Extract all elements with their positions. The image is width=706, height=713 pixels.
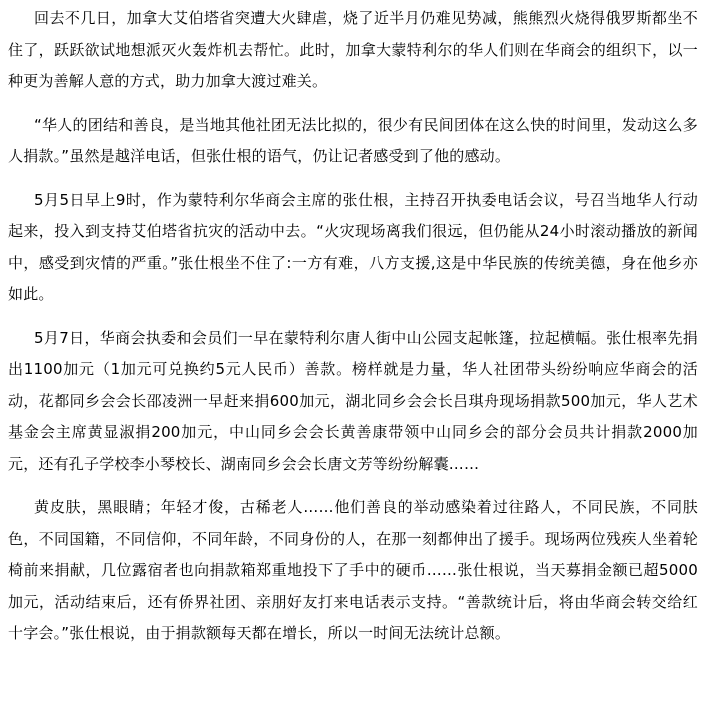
paragraph-2: “华人的团结和善良，是当地其他社团无法比拟的，很少有民间团体在这么快的时间里，发动这么多人捐款。”虽然是越洋电话，但张仕根的语气，仍让记者感受到了他的感动。 [8,115,698,165]
paragraph-3: 5月5日早上9时，作为蒙特利尔华商会主席的张仕根，主持召开执委电话会议，号召当地华人行动起来，投入到支持艾伯塔省抗灾的活动中去。“火灾现场离我们很远，但仍能从24小时滚动播放的新闻中，感受到灾情的严重。”张仕根坐不住了:一方有难，八方支援,这是中华民族的传统美德，身在他乡亦如此。 [8,190,698,303]
paragraph-4: 5月7日，华商会执委和会员们一早在蒙特利尔唐人街中山公园支起帐篷，拉起横幅。张仕根率先捐出1100加元（1加元可兑换约5元人民币）善款。榜样就是力量，华人社团带头纷纷响应华商会的活动，花都同乡会会长邵凌洲一早赶来捐600加元，湖北同乡会会长吕琪舟现场捐款500加元，华人艺术基金会主席黄显淑捐200加元，中山同乡会会长黄善康带领中山同乡会的部分会员共计捐款2000加元，还有孔子学校李小琴校长、湖南同乡会会长唐文芳等纷纷解囊…… [8,328,698,473]
paragraph-1: 回去不几日，加拿大艾伯塔省突遭大火肆虐，烧了近半月仍难见势减，熊熊烈火烧得俄罗斯都坐不住了，跃跃欲试地想派灭火轰炸机去帮忙。此时，加拿大蒙特利尔的华人们则在华商会的组织下，以一种更为善解人意的方式，助力加拿大渡过难关。 [8,9,698,90]
paragraph-5: 黄皮肤，黑眼睛；年轻才俊，古稀老人……他们善良的举动感染着过往路人，不同民族，不同肤色，不同国籍，不同信仰，不同年龄，不同身份的人，在那一刻都伸出了援手。现场两位残疾人坐着轮椅前来捐献，几位露宿者也向捐款箱郑重地投下了手中的硬币……张仕根说，当天募捐金额已超5000加元，活动结束后，还有侨界社团、亲朋好友打来电话表示支持。“善款统计后，将由华商会转交给红十字会。”张仕根说，由于捐款额每天都在增长，所以一时间无法统计总额。 [8,498,698,642]
